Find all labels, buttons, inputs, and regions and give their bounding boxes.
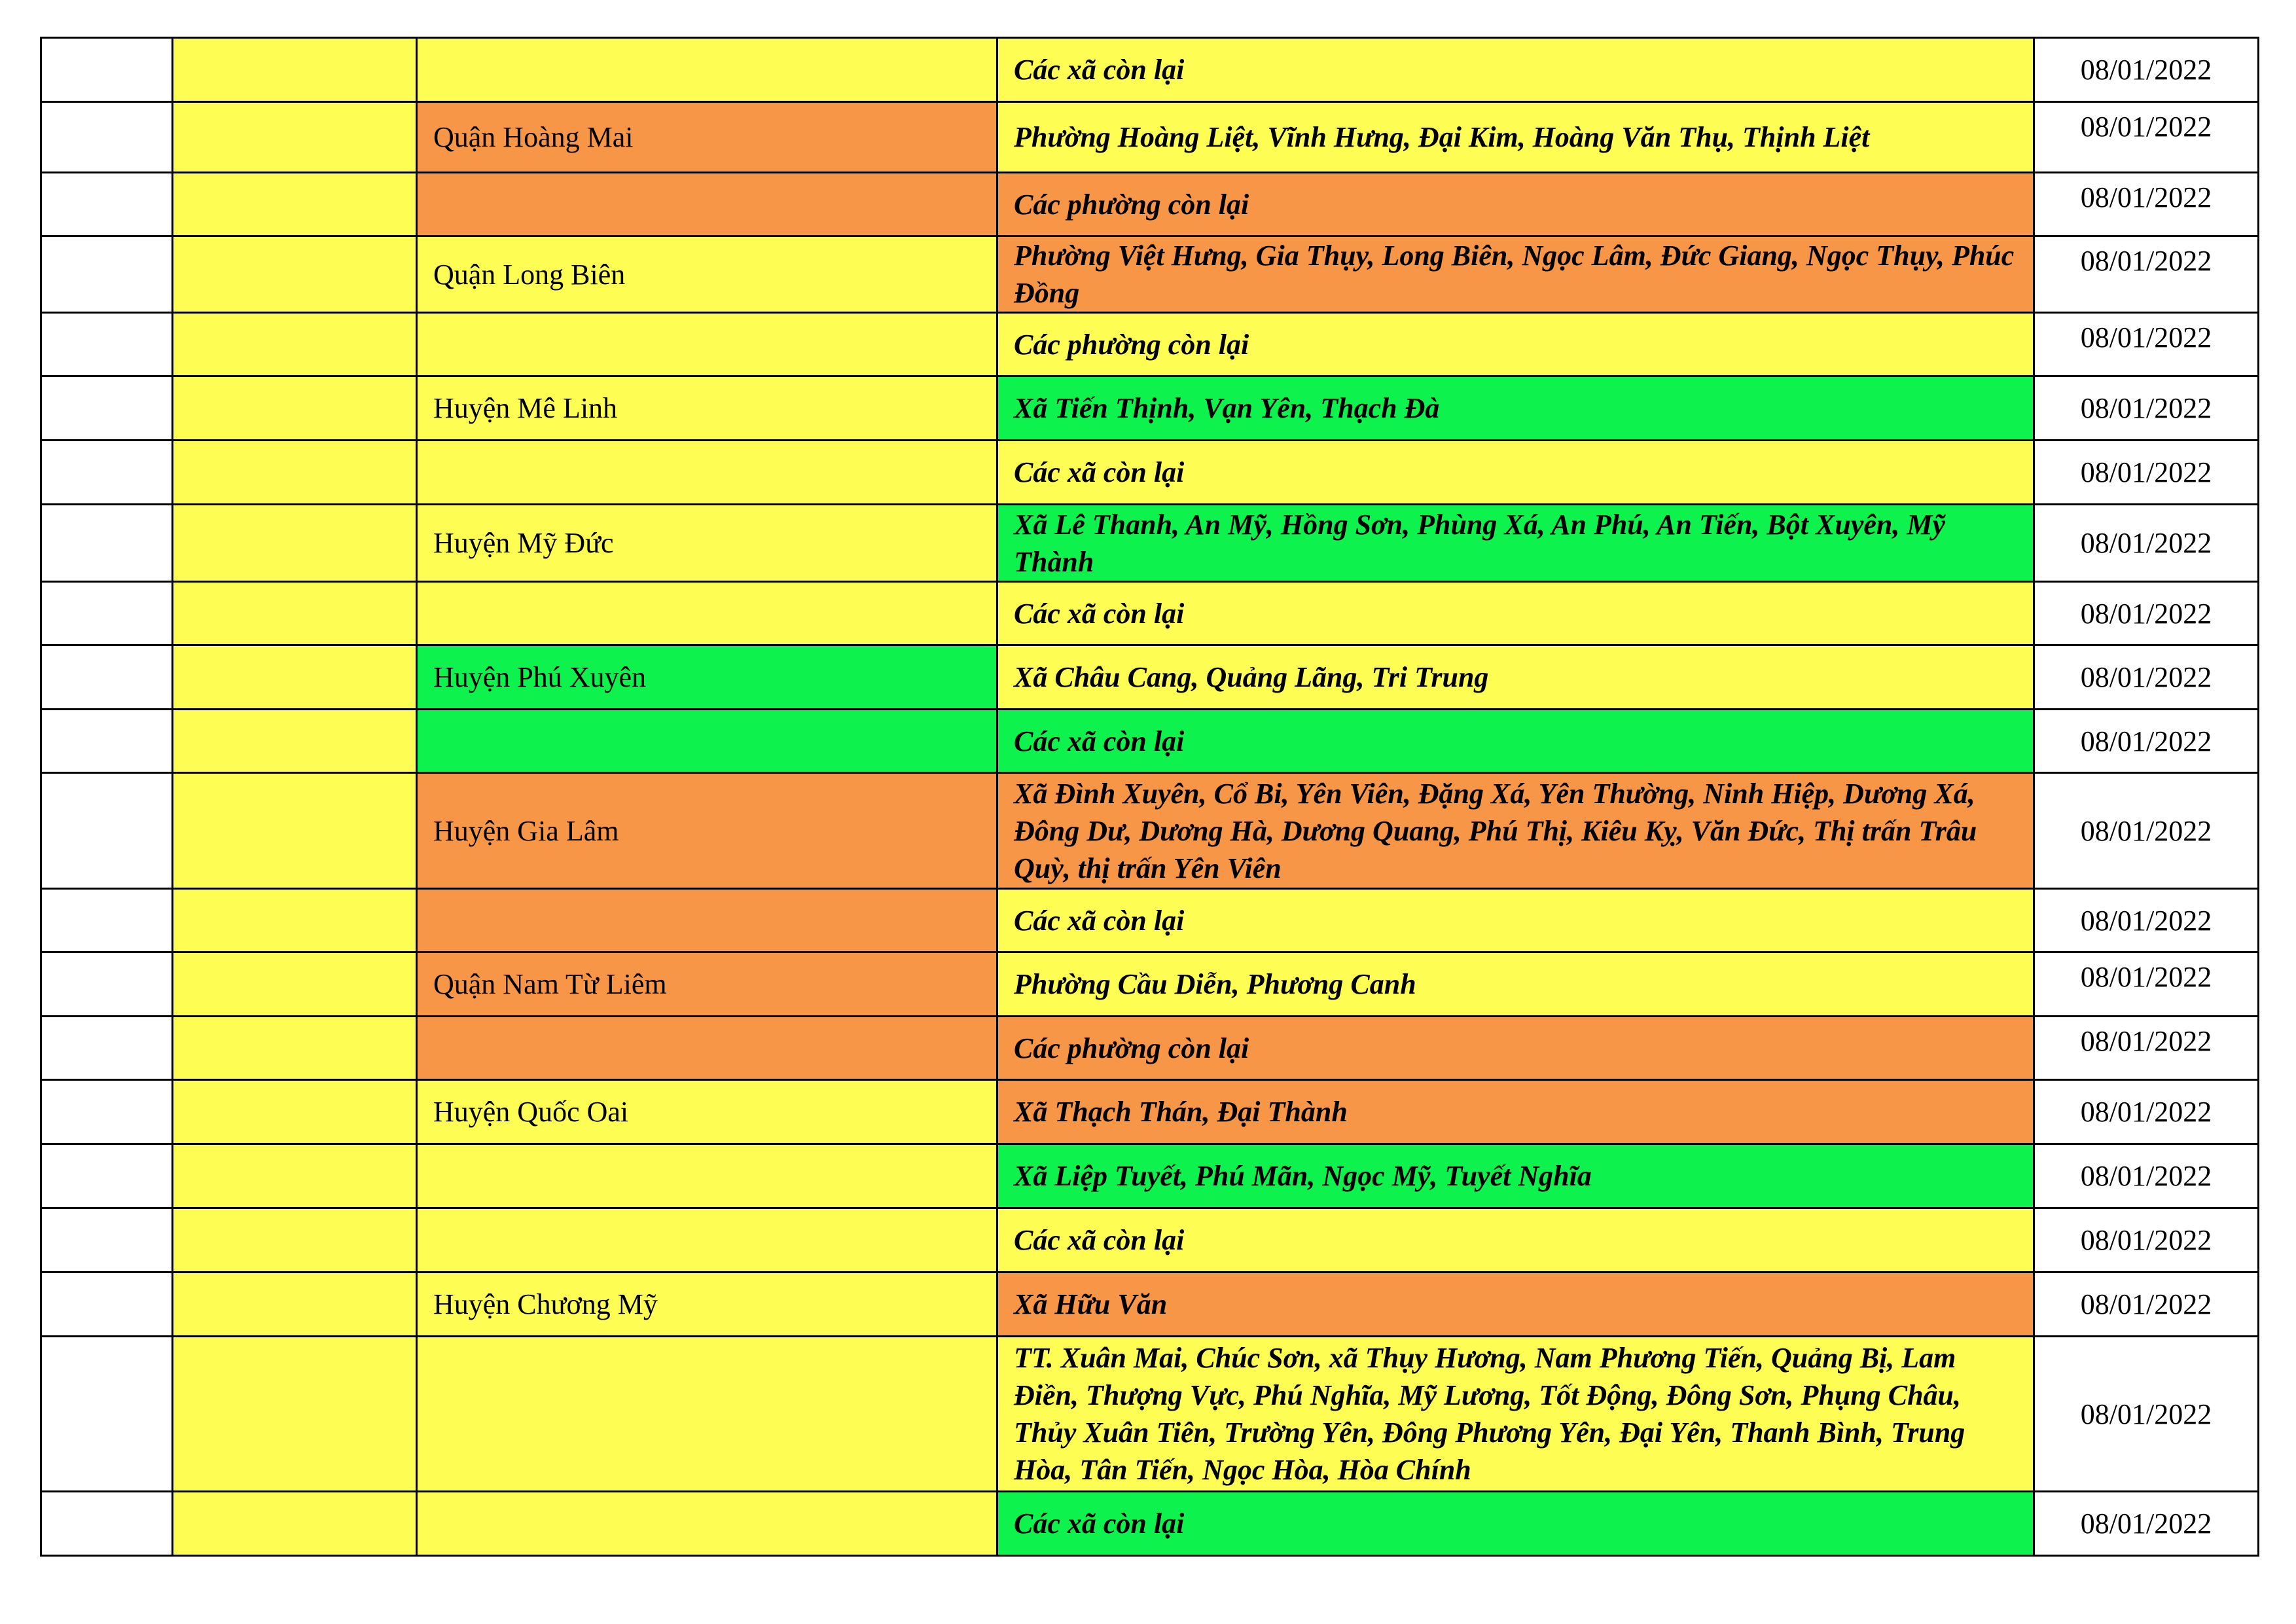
date-cell: 08/01/2022 — [2034, 505, 2259, 582]
stt-cell — [41, 1144, 173, 1208]
level-cell — [173, 1208, 417, 1272]
level-cell — [173, 1272, 417, 1337]
level-cell — [173, 313, 417, 376]
area-cell: Các phường còn lại — [997, 173, 2034, 236]
date-cell: 08/01/2022 — [2034, 582, 2259, 645]
level-cell — [173, 173, 417, 236]
area-cell: Phường Cầu Diễn, Phương Canh — [997, 952, 2034, 1017]
level-cell — [173, 1080, 417, 1144]
stt-cell — [41, 645, 173, 710]
stt-cell — [41, 1337, 173, 1492]
stt-cell — [41, 505, 173, 582]
district-cell: Huyện Mê Linh — [417, 376, 997, 441]
table-row — [41, 1144, 2259, 1208]
table-row — [41, 376, 2259, 441]
date-cell: 08/01/2022 — [2034, 1144, 2259, 1208]
district-cell — [417, 173, 997, 236]
stt-cell — [41, 1492, 173, 1556]
area-cell: Các xã còn lại — [997, 710, 2034, 773]
area-cell: Các phường còn lại — [997, 313, 2034, 376]
district-cell: Huyện Quốc Oai — [417, 1080, 997, 1144]
district-cell — [417, 1337, 997, 1492]
date-cell: 08/01/2022 — [2034, 376, 2259, 441]
table-row — [41, 1272, 2259, 1337]
district-cell — [417, 1492, 997, 1556]
area-cell: Xã Châu Cang, Quảng Lãng, Tri Trung — [997, 645, 2034, 710]
area-cell: Xã Lê Thanh, An Mỹ, Hồng Sơn, Phùng Xá, An Phú, An Tiến, Bột Xuyên, Mỹ Thành — [997, 505, 2034, 582]
area-cell: Xã Đình Xuyên, Cổ Bi, Yên Viên, Đặng Xá, Yên Thường, Ninh Hiệp, Dương Xá, Đông Dư, Dương Hà, Dương Quang, Phú Thị, Kiêu Kỵ, Văn Đức, Thị trấn Trâu Quỳ, thị trấn Yên Viên — [997, 773, 2034, 889]
stt-cell — [41, 773, 173, 889]
table-row — [41, 889, 2259, 952]
stt-cell — [41, 173, 173, 236]
table-row — [41, 236, 2259, 313]
district-cell: Huyện Phú Xuyên — [417, 645, 997, 710]
level-cell — [173, 1144, 417, 1208]
district-cell — [417, 582, 997, 645]
date-cell: 08/01/2022 — [2034, 773, 2259, 889]
area-cell: Phường Hoàng Liệt, Vĩnh Hưng, Đại Kim, Hoàng Văn Thụ, Thịnh Liệt — [997, 102, 2034, 173]
district-cell — [417, 38, 997, 102]
level-cell — [173, 505, 417, 582]
district-cell — [417, 889, 997, 952]
table-row — [41, 1337, 2259, 1492]
table-row — [41, 38, 2259, 102]
table-row — [41, 582, 2259, 645]
level-cell — [173, 376, 417, 441]
area-cell: Các xã còn lại — [997, 441, 2034, 505]
district-cell: Quận Hoàng Mai — [417, 102, 997, 173]
area-cell: Các xã còn lại — [997, 1492, 2034, 1556]
date-cell: 08/01/2022 — [2034, 889, 2259, 952]
level-cell — [173, 773, 417, 889]
table-row — [41, 173, 2259, 236]
epidemic-zone-table — [40, 37, 2259, 1557]
date-cell: 08/01/2022 — [2034, 1208, 2259, 1272]
date-cell: 08/01/2022 — [2034, 952, 2259, 1017]
level-cell — [173, 952, 417, 1017]
table-row — [41, 710, 2259, 773]
level-cell — [173, 889, 417, 952]
stt-cell — [41, 313, 173, 376]
level-cell — [173, 1492, 417, 1556]
table-row — [41, 773, 2259, 889]
area-cell: TT. Xuân Mai, Chúc Sơn, xã Thụy Hương, Nam Phương Tiến, Quảng Bị, Lam Điền, Thượng Vực, Phú Nghĩa, Mỹ Lương, Tốt Động, Đông Sơn, Phụng Châu, Thủy Xuân Tiên, Trường Yên, Đông Phương Yên, Đại Yên, Thanh Bình, Trung Hòa, Tân Tiến, Ngọc Hòa, Hòa Chính — [997, 1337, 2034, 1492]
area-cell: Xã Thạch Thán, Đại Thành — [997, 1080, 2034, 1144]
district-cell: Huyện Mỹ Đức — [417, 505, 997, 582]
level-cell — [173, 1337, 417, 1492]
stt-cell — [41, 1272, 173, 1337]
district-cell — [417, 1017, 997, 1080]
stt-cell — [41, 376, 173, 441]
level-cell — [173, 645, 417, 710]
area-cell: Các xã còn lại — [997, 38, 2034, 102]
stt-cell — [41, 1208, 173, 1272]
stt-cell — [41, 889, 173, 952]
district-cell — [417, 710, 997, 773]
stt-cell — [41, 441, 173, 505]
area-cell: Xã Liệp Tuyết, Phú Mãn, Ngọc Mỹ, Tuyết Nghĩa — [997, 1144, 2034, 1208]
level-cell — [173, 236, 417, 313]
stt-cell — [41, 102, 173, 173]
district-cell — [417, 1208, 997, 1272]
level-cell — [173, 710, 417, 773]
table-row — [41, 952, 2259, 1017]
area-cell: Các phường còn lại — [997, 1017, 2034, 1080]
stt-cell — [41, 710, 173, 773]
table-row — [41, 313, 2259, 376]
level-cell — [173, 38, 417, 102]
level-cell — [173, 102, 417, 173]
table-row — [41, 1080, 2259, 1144]
date-cell: 08/01/2022 — [2034, 313, 2259, 376]
date-cell: 08/01/2022 — [2034, 1492, 2259, 1556]
zone-table-body — [41, 38, 2259, 1556]
table-row — [41, 1017, 2259, 1080]
table-row — [41, 1492, 2259, 1556]
date-cell: 08/01/2022 — [2034, 1017, 2259, 1080]
district-cell — [417, 313, 997, 376]
stt-cell — [41, 1080, 173, 1144]
area-cell: Các xã còn lại — [997, 582, 2034, 645]
date-cell: 08/01/2022 — [2034, 38, 2259, 102]
area-cell: Xã Tiến Thịnh, Vạn Yên, Thạch Đà — [997, 376, 2034, 441]
area-cell: Xã Hữu Văn — [997, 1272, 2034, 1337]
area-cell: Các xã còn lại — [997, 889, 2034, 952]
table-row — [41, 441, 2259, 505]
date-cell: 08/01/2022 — [2034, 710, 2259, 773]
stt-cell — [41, 236, 173, 313]
district-cell — [417, 1144, 997, 1208]
stt-cell — [41, 952, 173, 1017]
district-cell: Quận Long Biên — [417, 236, 997, 313]
table-row — [41, 645, 2259, 710]
stt-cell — [41, 38, 173, 102]
table-row — [41, 1208, 2259, 1272]
date-cell: 08/01/2022 — [2034, 1337, 2259, 1492]
area-cell: Phường Việt Hưng, Gia Thụy, Long Biên, Ngọc Lâm, Đức Giang, Ngọc Thụy, Phúc Đồng — [997, 236, 2034, 313]
date-cell: 08/01/2022 — [2034, 441, 2259, 505]
date-cell: 08/01/2022 — [2034, 1272, 2259, 1337]
level-cell — [173, 1017, 417, 1080]
date-cell: 08/01/2022 — [2034, 1080, 2259, 1144]
stt-cell — [41, 1017, 173, 1080]
district-cell: Huyện Gia Lâm — [417, 773, 997, 889]
date-cell: 08/01/2022 — [2034, 645, 2259, 710]
district-cell: Huyện Chương Mỹ — [417, 1272, 997, 1337]
level-cell — [173, 582, 417, 645]
date-cell: 08/01/2022 — [2034, 236, 2259, 313]
area-cell: Các xã còn lại — [997, 1208, 2034, 1272]
level-cell — [173, 441, 417, 505]
stt-cell — [41, 582, 173, 645]
table-row — [41, 505, 2259, 582]
district-cell: Quận Nam Từ Liêm — [417, 952, 997, 1017]
date-cell: 08/01/2022 — [2034, 102, 2259, 173]
date-cell: 08/01/2022 — [2034, 173, 2259, 236]
table-row — [41, 102, 2259, 173]
district-cell — [417, 441, 997, 505]
